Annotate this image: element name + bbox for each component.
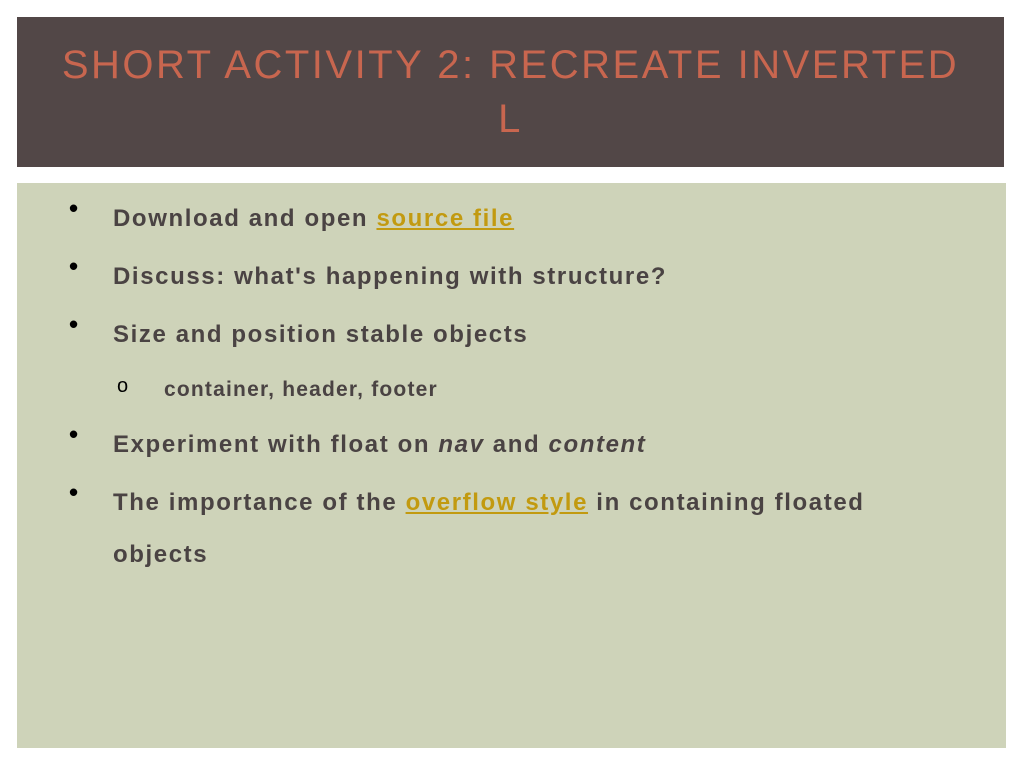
bullet-marker: • bbox=[69, 309, 80, 339]
content-emphasis: content bbox=[548, 431, 647, 458]
slide-title: SHORT ACTIVITY 2: RECREATE INVERTED L bbox=[61, 43, 960, 141]
content-box bbox=[17, 183, 1006, 748]
bullet-text-before: Experiment with float on bbox=[113, 431, 439, 458]
bullet-text: Size and position stable objects bbox=[113, 321, 529, 348]
title-band bbox=[17, 17, 1004, 167]
nav-emphasis: nav bbox=[438, 431, 485, 458]
bullet-marker: • bbox=[69, 477, 80, 507]
bullet-marker: • bbox=[69, 193, 80, 223]
bullet-text bbox=[113, 419, 953, 471]
sub-bullet-text: container, header, footer bbox=[164, 378, 438, 401]
bullet-marker: • bbox=[69, 419, 80, 449]
sub-bullet-marker: o bbox=[117, 375, 130, 397]
bullet-text bbox=[113, 193, 953, 245]
bullet-text bbox=[113, 477, 953, 581]
bullet-text-before: Download and open bbox=[113, 205, 377, 232]
bullet-marker: • bbox=[69, 251, 80, 281]
bullet-text-after: in containing floated objects bbox=[113, 489, 865, 568]
bullet-text-mid: and bbox=[484, 431, 549, 458]
bullet-text-before: The importance of the bbox=[113, 489, 406, 516]
overflow-style-link[interactable]: overflow style bbox=[405, 489, 589, 516]
bullet-text: Discuss: what's happening with structure? bbox=[113, 263, 668, 290]
source-file-link[interactable]: source file bbox=[376, 205, 515, 232]
